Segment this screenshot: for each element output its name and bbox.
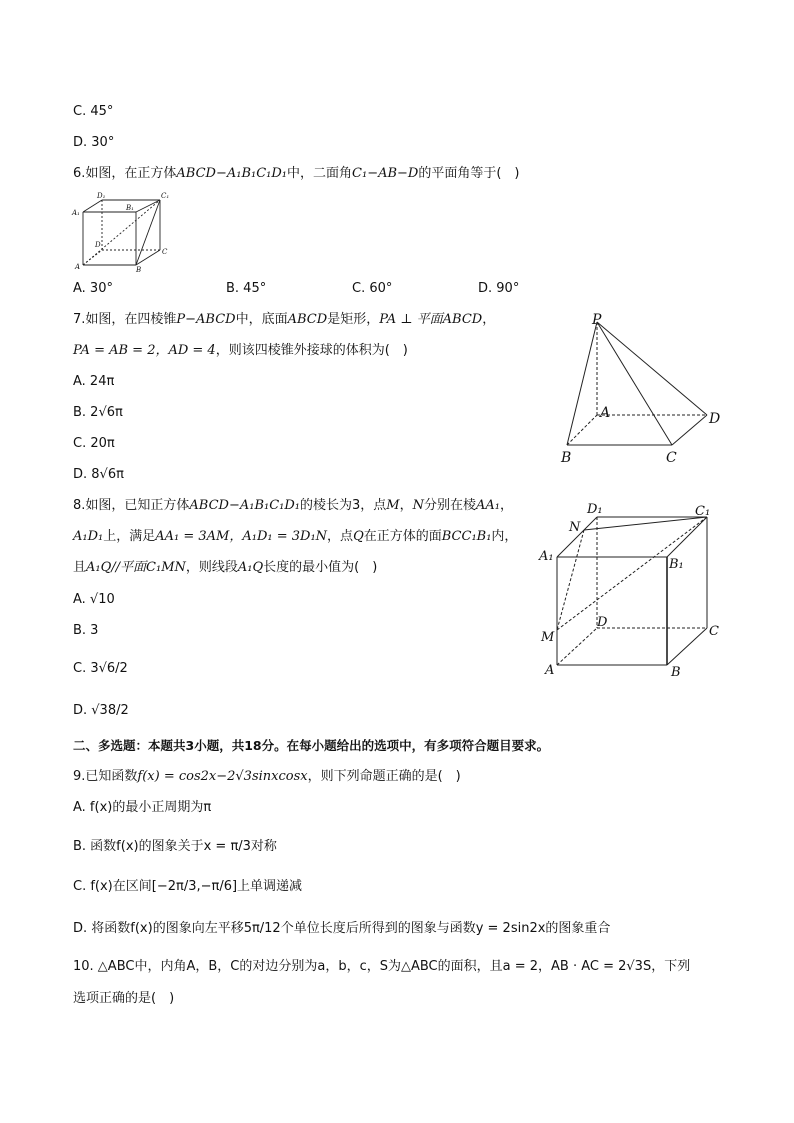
section-2-title: 二、多选题：本题共3小题，共18分。在每小题给出的选项中，有多项符合题目要求。 [73, 738, 550, 753]
q6-label-a: A [75, 263, 81, 271]
q9-option-c: C. f(x)在区间[−2π/3,−π/6]上单调递减 [73, 879, 303, 894]
q7-stem-line1: 7.如图，在四棱锥P−ABCD中，底面ABCD是矩形，PA ⊥ 平面ABCD， [73, 312, 496, 327]
q6-label-d1: D₁ [97, 192, 106, 200]
q7-option-d: D. 8√6π [73, 467, 124, 482]
q7-option-a: A. 24π [73, 374, 115, 389]
q6-option-a: A. 30° [73, 281, 113, 296]
q5-option-d: D. 30° [73, 135, 115, 150]
q7-label-c: C [666, 450, 677, 466]
q6-label-c1: C₁ [161, 192, 170, 200]
q6-label-b: B [136, 266, 142, 272]
q8-label-n: N [569, 520, 581, 535]
q8-cube-figure [535, 500, 730, 680]
q8-label-a: A [545, 663, 555, 678]
q8-label-m: M [541, 630, 555, 645]
q8-label-d: D [597, 615, 608, 630]
q8-label-a1: A₁ [539, 549, 554, 564]
q6-label-a1: A₁ [72, 209, 80, 217]
q7-label-d: D [709, 411, 721, 427]
q8-label-b1: B₁ [669, 557, 684, 572]
q6-label-d: D [95, 241, 101, 249]
q8-option-a: A. √10 [73, 592, 115, 607]
q10-stem-line1: 10. △ABC中，内角A，B，C的对边分别为a，b，c，S为△ABC的面积，且a = 2，AB · AC = 2√3S，下列 [73, 959, 691, 974]
q9-option-a: A. f(x)的最小正周期为π [73, 800, 212, 815]
q9-option-d: D. 将函数f(x)的图象向左平移5π/12个单位长度后所得到的图象与函数y = 2sin2x的图象重合 [73, 921, 611, 936]
q6-stem: 6.如图，在正方体ABCD−A₁B₁C₁D₁中，二面角C₁−AB−D的平面角等于( ) [73, 166, 520, 181]
q9-stem: 9.已知函数f(x) = cos2x−2√3sinxcosx，则下列命题正确的是( ) [73, 769, 461, 784]
q6-option-c: C. 60° [352, 281, 393, 296]
q7-option-c: C. 20π [73, 436, 115, 451]
q6-cube-figure [70, 190, 180, 272]
q8-label-d1: D₁ [587, 502, 603, 517]
q8-stem-line2: A₁D₁上，满足AA₁ = 3AM，A₁D₁ = 3D₁N，点Q在正方体的面BCC₁B₁内， [73, 529, 518, 544]
q6-label-b1: B₁ [126, 204, 134, 212]
q7-option-b: B. 2√6π [73, 405, 123, 420]
q8-label-c: C [709, 624, 719, 639]
q8-option-d: D. √38/2 [73, 703, 129, 718]
q7-label-p: P [592, 312, 602, 328]
q9-option-b: B. 函数f(x)的图象关于x = π/3对称 [73, 839, 277, 854]
q7-label-b: B [561, 450, 572, 466]
q8-label-b: B [671, 665, 681, 680]
q7-stem-line2: PA = AB = 2，AD = 4，则该四棱锥外接球的体积为( ) [73, 343, 408, 358]
q8-stem-line1: 8.如图，已知正方体ABCD−A₁B₁C₁D₁的棱长为3，点M，N分别在棱AA₁， [73, 498, 514, 513]
q8-label-c1: C₁ [695, 504, 711, 519]
q10-stem-line2: 选项正确的是( ) [73, 991, 175, 1006]
q5-option-c: C. 45° [73, 104, 114, 119]
q8-stem-line3: 且A₁Q//平面C₁MN，则线段A₁Q长度的最小值为( ) [73, 560, 378, 575]
q6-option-d: D. 90° [478, 281, 520, 296]
q7-pyramid-figure [555, 308, 730, 468]
q8-option-b: B. 3 [73, 623, 99, 638]
q8-option-c: C. 3√6/2 [73, 661, 128, 676]
q6-label-c: C [162, 248, 168, 256]
q6-option-b: B. 45° [226, 281, 267, 296]
q7-label-a: A [600, 405, 611, 421]
